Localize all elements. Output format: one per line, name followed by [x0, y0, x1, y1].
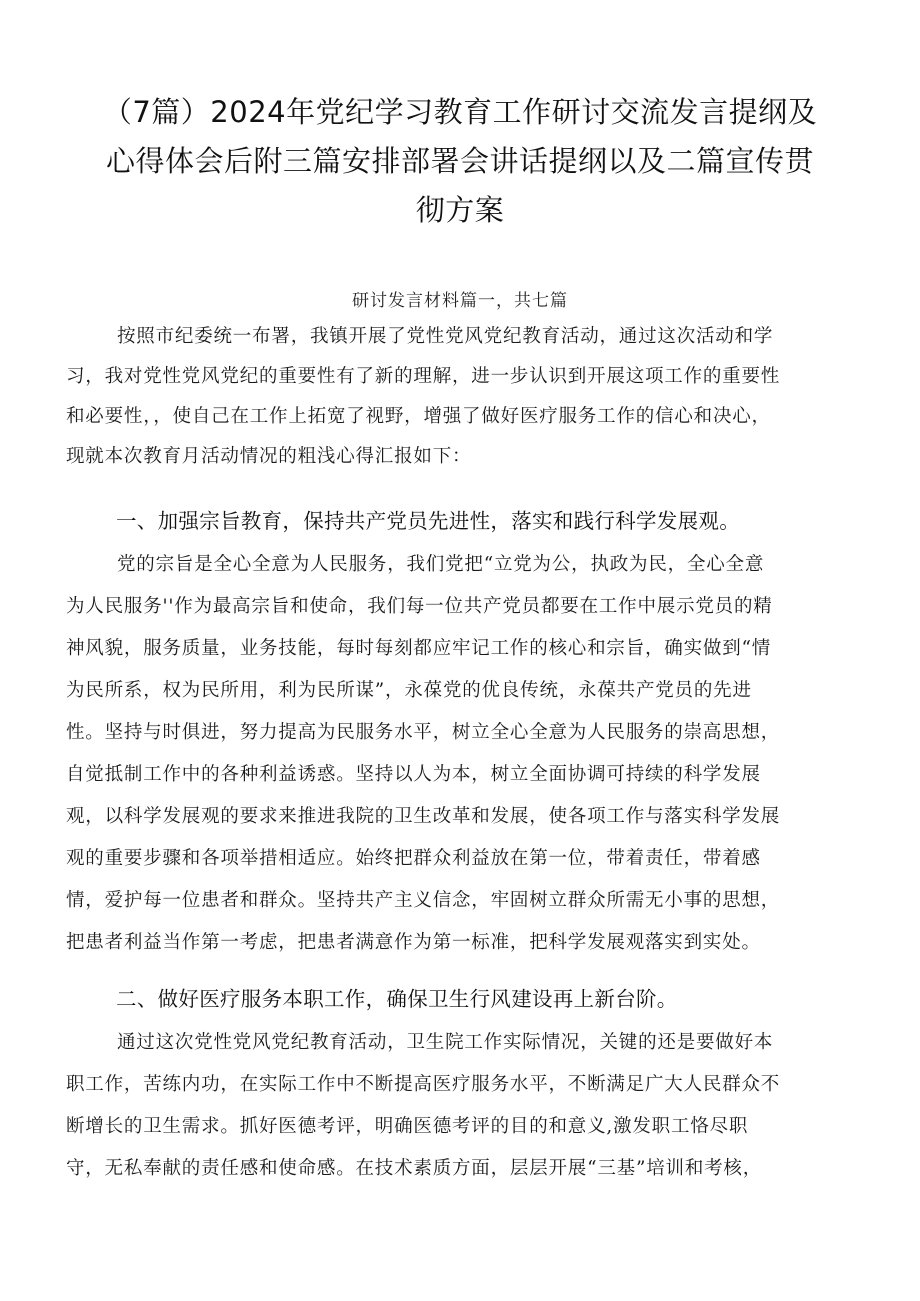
body-line: 神风貌，服务质量，业务技能，每时每刻都应牢记工作的核心和宗旨，确实做到“情	[66, 638, 772, 659]
document-title	[80, 88, 840, 235]
body-line: 党的宗旨是全心全意为人民服务，我们党把“立党为公，执政为民，全心全意	[117, 554, 765, 575]
body-line: 性。坚持与时俱进，努力提高为民服务水平，树立全心全意为人民服务的崇高思想，	[66, 722, 781, 743]
body-line: 断增长的卫生需求。抓好医德考评，明确医德考评的目的和意义,激发职工恪尽职	[66, 1116, 749, 1137]
body-line: 按照市纪委统一布署，我镇开展了党性党风党纪教育活动，通过这次活动和学	[117, 326, 774, 347]
body-line: 和必要性，，使自己在工作上拓宽了视野，增强了做好医疗服务工作的信心和决心，	[66, 406, 771, 427]
body-line: 现就本次教育月活动情况的粗浅心得汇报如下：	[66, 446, 472, 467]
title-line: 心得体会后附三篇安排部署会讲话提纲以及二篇宣传贯	[105, 144, 814, 178]
title-line: 彻方案	[415, 193, 505, 227]
section-subtitle: 研讨发言材料篇一，共七篇	[352, 291, 568, 311]
body-line: 为人民服务''作为最高宗旨和使命，我们每一位共产党员都要在工作中展示党员的精	[66, 596, 773, 617]
body-line: 观的重要步骤和各项举措相适应。始终把群众利益放在第一位，带着责任，带着感	[66, 848, 761, 869]
section-heading: 二、做好医疗服务本职工作，确保卫生行风建设再上新台阶。	[116, 987, 678, 1011]
body-line: 通过这次党性党风党纪教育活动，卫生院工作实际情况，关键的还是要做好本	[117, 1032, 774, 1053]
section-heading: 一、加强宗旨教育，保持共产党员先进性，落实和践行科学发展观。	[116, 509, 740, 533]
body-line: 自觉抵制工作中的各种利益诱惑。坚持以人为本，树立全面协调可持续的科学发展	[66, 764, 761, 785]
body-line: 习，我对党性党风党纪的重要性有了新的理解，进一步认识到开展这项工作的重要性	[66, 366, 781, 387]
body-line: 情，爱护每一位患者和群众。坚持共产主义信念，牢固树立群众所需无小事的思想，	[66, 890, 781, 911]
body-line: 观，以科学发展观的要求来推进我院的卫生改革和发展，使各项工作与落实科学发展	[66, 806, 781, 827]
body-line: 守，无私奉献的责任感和使命感。在技术素质方面，层层开展“三基”培训和考核，	[66, 1158, 763, 1179]
body-line: 为民所系，权为民所用，利为民所谋”，永葆党的优良传统，永葆共产党员的先进	[66, 680, 752, 701]
body-line: 职工作，苦练内功，在实际工作中不断提高医疗服务水平，不断满足广大人民群众不	[66, 1074, 781, 1095]
body-line: 把患者利益当作第一考虑，把患者满意作为第一标准，把科学发展观落实到实处。	[66, 932, 761, 953]
title-line: （7篇）2024年党纪学习教育工作研讨交流发言提纲及	[102, 95, 818, 129]
